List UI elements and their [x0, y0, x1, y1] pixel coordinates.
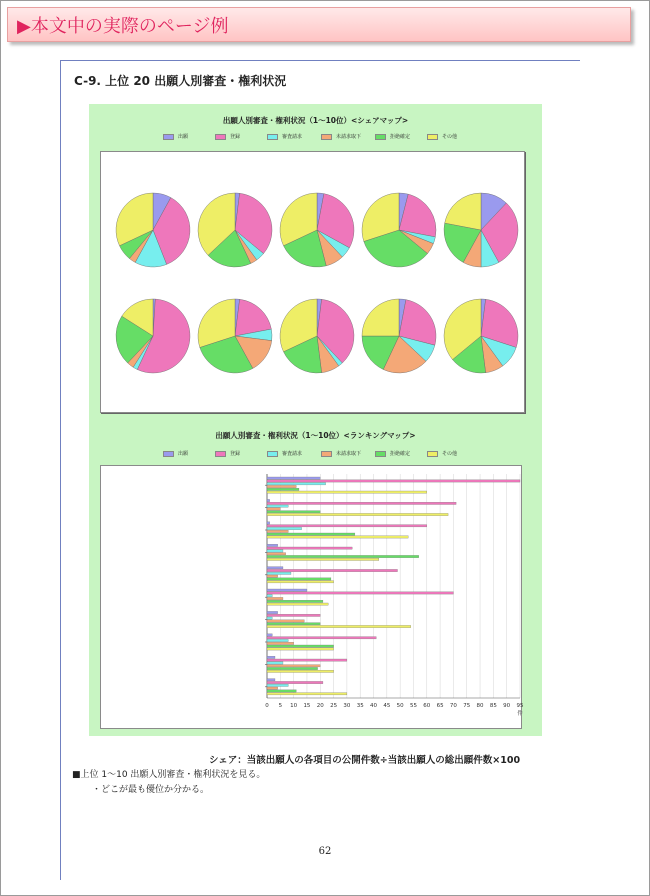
bar	[267, 578, 331, 580]
bar	[267, 513, 448, 515]
legend-label: その他	[442, 134, 458, 140]
bar	[267, 550, 283, 552]
legend-item-shutsugan	[163, 133, 188, 140]
bar	[267, 589, 307, 591]
x-tick-label: 55	[409, 703, 417, 709]
bar	[267, 637, 376, 639]
pie-chart-svg	[101, 152, 524, 412]
legend-label: 出願	[178, 134, 189, 140]
legend-label: 未請求取下	[336, 134, 362, 140]
chart-panel	[89, 104, 542, 736]
legend-label: その他	[442, 451, 458, 457]
legend-swatch	[375, 451, 386, 457]
x-tick-label: 75	[463, 703, 471, 709]
bar	[267, 659, 347, 661]
bar	[267, 527, 302, 529]
bar	[267, 511, 320, 513]
bar	[267, 662, 283, 664]
pie-4	[362, 193, 436, 267]
banner-title: ▶本文中の実際のページ例	[17, 16, 229, 37]
bar	[267, 525, 427, 527]
page-banner	[7, 7, 631, 42]
bar	[267, 572, 291, 574]
x-tick-label: 35	[356, 703, 364, 709]
bar	[267, 679, 275, 681]
bar	[267, 502, 456, 504]
bar	[267, 533, 355, 535]
x-tick-label: 50	[396, 703, 404, 709]
bar	[267, 617, 272, 619]
share-formula: シェア：当該出願人の各項目の公開件数÷当該出願人の総出願件数×100	[209, 755, 521, 766]
legend-swatch	[375, 134, 386, 140]
x-tick-label: 0	[265, 703, 269, 709]
bar	[267, 522, 270, 524]
bar	[267, 544, 278, 546]
bar	[267, 508, 280, 510]
bar	[267, 569, 397, 571]
bar	[267, 600, 323, 602]
bar	[267, 667, 318, 669]
legend-label: 審査請求	[282, 451, 303, 457]
legend-swatch	[215, 451, 226, 457]
legend-swatch	[427, 451, 438, 457]
pie-10	[444, 299, 518, 373]
legend-label: 拒絶確定	[390, 134, 411, 140]
pie-2	[198, 193, 272, 267]
x-tick-label: 40	[370, 703, 378, 709]
bar	[267, 592, 453, 594]
bar	[267, 623, 320, 625]
legend-item-touroku	[215, 450, 240, 457]
bar	[267, 530, 288, 532]
legend-item-kyozetsu	[375, 450, 410, 457]
bar	[267, 581, 334, 583]
x-tick-label: 90	[503, 703, 511, 709]
bar	[267, 505, 288, 507]
legend-label: 出願	[178, 451, 189, 457]
legend-item-sonota	[427, 133, 457, 140]
bar	[267, 485, 296, 487]
bar	[267, 555, 419, 557]
bar	[267, 547, 352, 549]
bar	[267, 648, 334, 650]
bar-chart-title: 出願人別審査・権利状況（1～10位）<ランキングマップ>	[215, 431, 416, 440]
legend-label: 登録	[230, 134, 241, 140]
bar	[267, 477, 320, 479]
x-tick-label: 65	[436, 703, 444, 709]
bar-chart-svg	[101, 466, 524, 728]
bar	[267, 687, 278, 689]
x-tick-label: 45	[383, 703, 391, 709]
legend-swatch	[321, 451, 332, 457]
pie-1	[116, 193, 190, 267]
x-tick-label: 25	[330, 703, 338, 709]
page-number: 62	[318, 846, 332, 857]
bar	[267, 645, 334, 647]
bar	[267, 693, 347, 695]
legend-item-shutsugan	[163, 450, 188, 457]
bar	[267, 567, 283, 569]
section-title: C-9. 上位 20 出願人別審査・権利状況	[74, 74, 287, 88]
bar	[267, 642, 294, 644]
section-left-rule	[60, 60, 61, 880]
bar	[267, 480, 520, 482]
legend-item-misyokyu	[321, 133, 361, 140]
share-map-plot	[100, 151, 525, 413]
legend-label: 登録	[230, 451, 241, 457]
pie-7	[198, 299, 272, 373]
legend-item-shinsa	[267, 133, 302, 140]
legend-item-sonota	[427, 450, 457, 457]
bar	[267, 603, 328, 605]
bar	[267, 483, 326, 485]
bar	[267, 690, 296, 692]
legend-item-shinsa	[267, 450, 302, 457]
bar	[267, 611, 278, 613]
bar	[267, 488, 299, 490]
bar	[267, 536, 408, 538]
legend-item-misyokyu	[321, 450, 361, 457]
legend-item-touroku	[215, 133, 240, 140]
bar	[267, 499, 270, 501]
pie-5	[444, 193, 518, 267]
x-tick-label: 80	[476, 703, 484, 709]
x-tick-label: 60	[423, 703, 431, 709]
bar	[267, 665, 320, 667]
x-tick-label: 15	[303, 703, 311, 709]
bar	[267, 553, 286, 555]
bar	[267, 595, 272, 597]
x-tick-label: 70	[449, 703, 457, 709]
bar	[267, 670, 334, 672]
bar	[267, 614, 320, 616]
bar	[267, 634, 272, 636]
bar	[267, 684, 288, 686]
bar	[267, 656, 275, 658]
note-line-2: ・どこが最も優位か分かる。	[92, 785, 210, 795]
pie-6	[116, 299, 190, 373]
legend-swatch	[267, 134, 278, 140]
pie-8	[280, 299, 354, 373]
bar	[267, 681, 323, 683]
legend-swatch	[267, 451, 278, 457]
bar	[267, 491, 427, 493]
legend-item-kyozetsu	[375, 133, 410, 140]
legend-swatch	[163, 451, 174, 457]
bar	[267, 597, 283, 599]
legend-swatch	[321, 134, 332, 140]
section-top-rule	[60, 60, 580, 61]
x-tick-label: 30	[343, 703, 351, 709]
pie-chart-title: 出願人別審査・権利状況（1～10位）<シェアマップ>	[222, 116, 409, 125]
pie-3	[280, 193, 354, 267]
legend-label: 未請求取下	[336, 451, 362, 457]
note-line-1: ■上位 1～10 出願人別審査・権利状況を見る。	[72, 770, 266, 780]
x-tick-label: 20	[316, 703, 324, 709]
x-tick-label: 95	[516, 703, 524, 709]
x-tick-label: 10	[290, 703, 298, 709]
bar	[267, 575, 278, 577]
legend-label: 審査請求	[282, 134, 303, 140]
bar	[267, 620, 304, 622]
x-tick-label: 5	[278, 703, 283, 709]
bar	[267, 558, 379, 560]
legend-swatch	[427, 134, 438, 140]
pie-9	[362, 299, 436, 373]
x-tick-label: 85	[489, 703, 497, 709]
x-unit-label: 件	[517, 711, 523, 717]
bar	[267, 639, 288, 641]
legend-swatch	[215, 134, 226, 140]
bar	[267, 625, 411, 627]
legend-label: 拒絶確定	[390, 451, 411, 457]
pie-slice	[362, 299, 399, 336]
ranking-map-plot	[100, 465, 522, 729]
legend-swatch	[163, 134, 174, 140]
